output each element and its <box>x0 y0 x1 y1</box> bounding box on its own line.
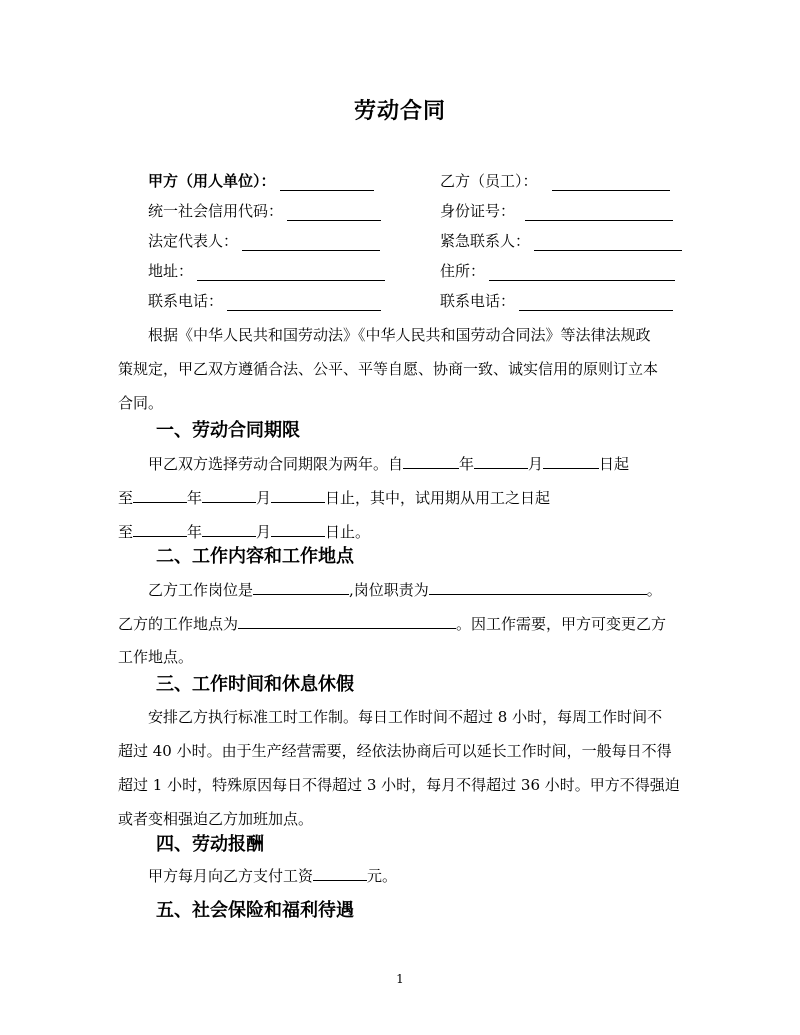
to-label: 至 <box>118 489 134 507</box>
hours-line: 或者变相强迫乙方加班加点。 <box>118 810 314 828</box>
phone-b-row <box>440 290 673 316</box>
start-year-blank[interactable] <box>403 446 459 469</box>
phone-b-blank[interactable] <box>519 292 673 311</box>
section-heading-insurance: 五、社会保险和福利待遇 <box>156 900 354 921</box>
end-month-blank[interactable] <box>202 480 256 503</box>
to-label: 至 <box>118 523 134 541</box>
work-line <box>118 572 684 606</box>
phone-a-row <box>148 290 381 316</box>
salary-prefix: 甲方每月向乙方支付工资 <box>148 867 314 885</box>
day-stop-label: 日止。 <box>325 523 371 541</box>
party-b-label: 乙方（员工）： <box>440 172 538 190</box>
phone-a-blank[interactable] <box>227 292 381 311</box>
start-day-blank[interactable] <box>543 446 599 469</box>
year-label: 年 <box>187 489 203 507</box>
intro-paragraph <box>118 318 684 420</box>
emergency-contact-blank[interactable] <box>534 232 682 251</box>
legal-rep-blank[interactable] <box>242 232 380 251</box>
intro-line: 根据《中华人民共和国劳动法》《中华人民共和国劳动合同法》等法律法规政 <box>148 326 651 344</box>
duties-blank[interactable] <box>429 572 647 595</box>
position-prefix: 乙方工作岗位是 <box>148 581 254 599</box>
month-label: 月 <box>256 523 272 541</box>
year-label: 年 <box>459 455 475 473</box>
legal-rep-label: 法定代表人： <box>148 232 239 250</box>
workplace-suffix: 。因工作需要，甲方可变更乙方 <box>456 615 667 633</box>
work-line: 工作地点。 <box>118 648 194 666</box>
residence-row <box>440 260 675 286</box>
start-month-blank[interactable] <box>474 446 528 469</box>
address-label: 地址： <box>148 262 194 280</box>
salary-blank[interactable] <box>313 858 367 881</box>
trial-end-day-blank[interactable] <box>271 514 325 537</box>
page-number: 1 <box>396 972 404 986</box>
year-label: 年 <box>187 523 203 541</box>
residence-label: 住所： <box>440 262 486 280</box>
month-label: 月 <box>528 455 544 473</box>
address-row <box>148 260 385 286</box>
section-term-body <box>118 446 684 548</box>
duties-label: ,岗位职责为 <box>349 581 429 599</box>
term-line <box>118 480 684 514</box>
term-prefix: 甲乙双方选择劳动合同期限为两年。自 <box>148 455 404 473</box>
credit-code-blank[interactable] <box>287 202 381 221</box>
position-blank[interactable] <box>253 572 349 595</box>
id-number-row <box>440 200 673 226</box>
party-b-row <box>440 170 670 196</box>
period-label: 。 <box>646 581 662 599</box>
credit-code-label: 统一社会信用代码： <box>148 202 284 220</box>
residence-blank[interactable] <box>489 262 675 281</box>
month-label: 月 <box>256 489 272 507</box>
id-number-blank[interactable] <box>525 202 673 221</box>
intro-line: 策规定，甲乙双方遵循合法、公平、平等自愿、协商一致、诚实信用的原则订立本 <box>118 360 659 378</box>
hours-line: 超过 1 小时，特殊原因每日不得超过 3 小时，每月不得超过 36 小时。甲方不得强迫 <box>118 776 680 794</box>
hours-line: 超过 40 小时。由于生产经营需要，经依法协商后可以延长工作时间，一般每日不得 <box>118 742 672 760</box>
section-heading-salary: 四、劳动报酬 <box>156 834 264 855</box>
section-salary-body <box>118 858 684 892</box>
section-heading-term: 一、劳动合同期限 <box>156 420 300 441</box>
salary-line <box>118 858 684 892</box>
salary-suffix: 元。 <box>367 867 398 885</box>
intro-line: 合同。 <box>118 394 164 412</box>
phone-b-label: 联系电话： <box>440 292 516 310</box>
trial-end-year-blank[interactable] <box>133 514 187 537</box>
day-stop-trial-label: 日止，其中，试用期从用工之日起 <box>325 489 551 507</box>
emergency-contact-label: 紧急联系人： <box>440 232 531 250</box>
emergency-contact-row <box>440 230 682 256</box>
document-title: 劳动合同 <box>353 99 446 124</box>
day-start-label: 日起 <box>599 455 630 473</box>
phone-a-label: 联系电话： <box>148 292 224 310</box>
credit-code-row <box>148 200 381 226</box>
address-blank[interactable] <box>197 262 385 281</box>
party-a-label: 甲方（用人单位）： <box>148 172 276 190</box>
section-heading-work: 二、工作内容和工作地点 <box>156 546 354 567</box>
workplace-prefix: 乙方的工作地点为 <box>118 615 239 633</box>
party-a-blank[interactable] <box>280 172 374 191</box>
term-line <box>118 446 684 480</box>
party-b-blank[interactable] <box>552 172 670 191</box>
workplace-blank[interactable] <box>238 606 456 629</box>
section-work-body <box>118 572 684 674</box>
section-heading-hours: 三、工作时间和休息休假 <box>156 674 354 695</box>
section-hours-body <box>118 700 684 836</box>
id-number-label: 身份证号： <box>440 202 516 220</box>
legal-rep-row <box>148 230 380 256</box>
hours-line: 安排乙方执行标准工时工作制。每日工作时间不超过 8 小时，每周工作时间不 <box>148 708 663 726</box>
end-year-blank[interactable] <box>133 480 187 503</box>
trial-end-month-blank[interactable] <box>202 514 256 537</box>
work-line <box>118 606 684 640</box>
end-day-blank[interactable] <box>271 480 325 503</box>
party-a-row <box>148 170 374 196</box>
